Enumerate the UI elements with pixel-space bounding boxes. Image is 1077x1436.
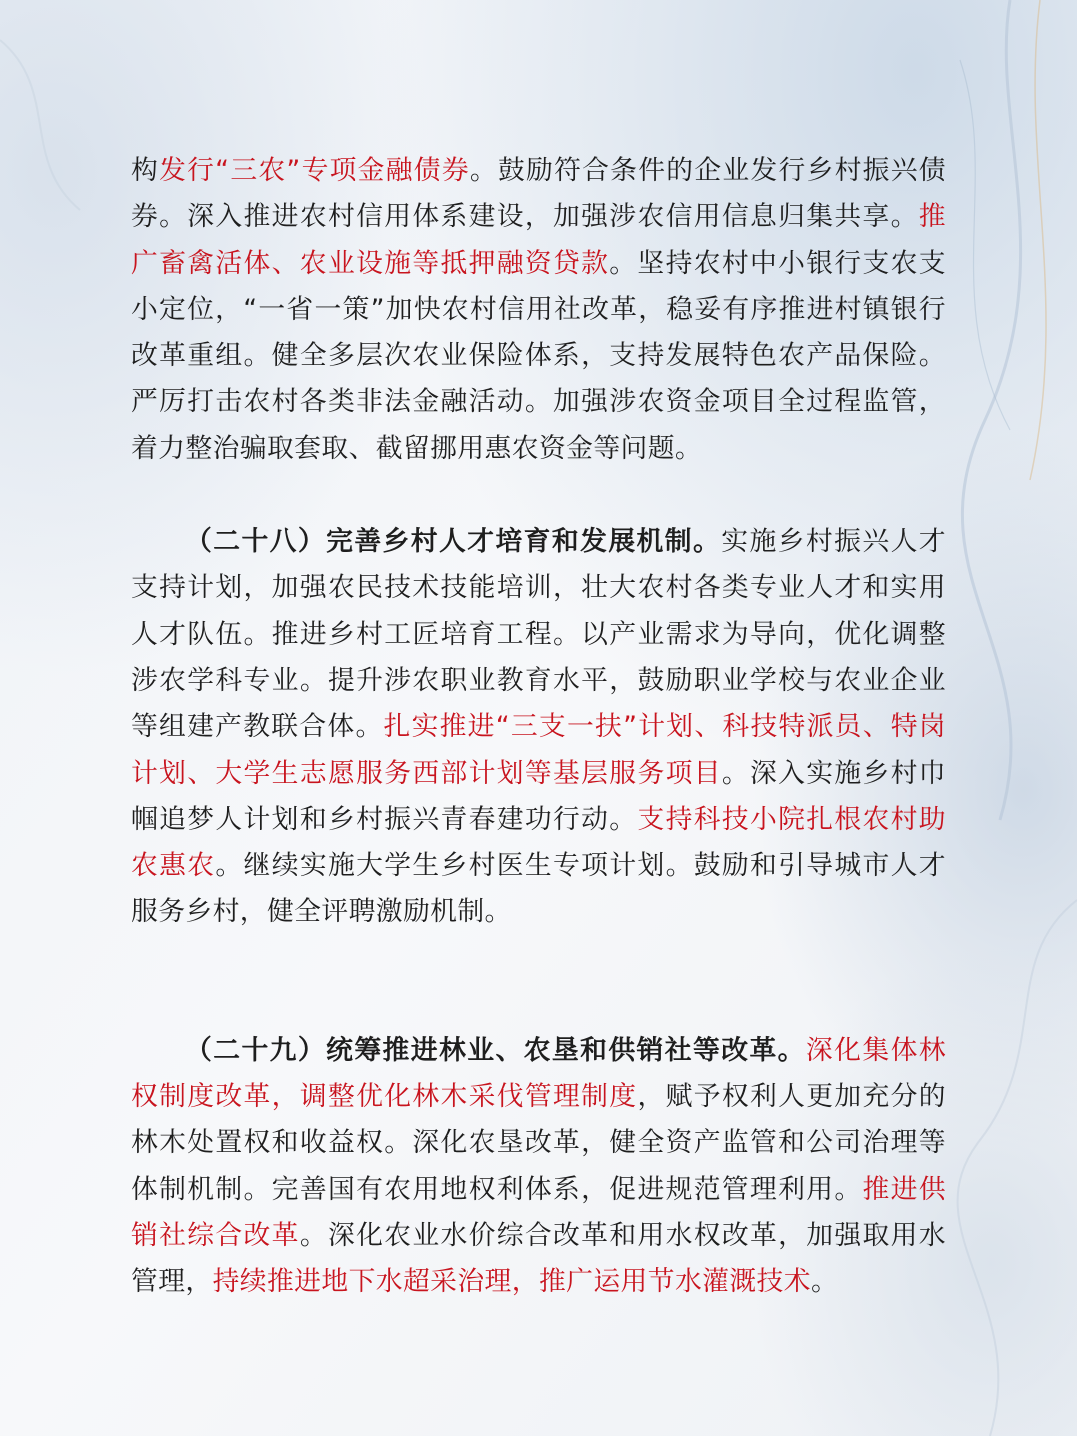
highlighted-text: 发行“三农”专项金融债券 bbox=[159, 155, 470, 186]
section-heading: （二十八）完善乡村人才培育和发展机制。 bbox=[185, 526, 722, 558]
highlighted-text: 扎实推进“三支一扶”计划、科技特派员、特岗计划、大学生志愿服务西部计划等基层服务项目 bbox=[131, 711, 946, 789]
body-text: ，赋予权利人更加充分的林木处置权和收益权。深化农垦改革，健全资产监管和公司治理等体制机制。完善国有农用地权利体系，促进规范管理利用。 bbox=[131, 1081, 947, 1205]
paragraph-1 bbox=[131, 148, 946, 472]
body-text: 构 bbox=[131, 155, 160, 186]
body-text: 。深化农业水价综合改革和用水权改革，加强取用水管理， bbox=[131, 1219, 947, 1298]
document-body bbox=[131, 148, 946, 1306]
body-text: 。继续实施大学生乡村医生专项计划。鼓励和引导城市人才服务乡村，健全评聘激励机制。 bbox=[131, 850, 947, 928]
highlighted-text: 推广畜禽活体、农业设施等抵押融资贷款 bbox=[131, 201, 946, 279]
highlighted-text: 持续推进地下水超采治理，推广运用节水灌溉技术 bbox=[212, 1266, 811, 1298]
body-text: 。深入实施乡村巾帼追梦人计划和乡村振兴青春建功行动。 bbox=[131, 757, 947, 835]
paragraph-3 bbox=[131, 1028, 946, 1306]
paragraph-2 bbox=[131, 519, 946, 936]
highlighted-text: 深化集体林权制度改革，调整优化林木采伐管理制度 bbox=[131, 1034, 946, 1113]
section-heading: （二十九）统筹推进林业、农垦和供销社等改革。 bbox=[185, 1034, 806, 1066]
body-text: 实施乡村振兴人才支持计划，加强农民技术技能培训，壮大农村各类专业人才和实用人才队伍。推进乡村工匠培育工程。以产业需求为导向，优化调整涉农学科专业。提升涉农职业教育水平，鼓励职业学校与农业企业等组建产教联合体。 bbox=[131, 526, 946, 743]
body-text: 。 bbox=[810, 1266, 839, 1298]
highlighted-text: 推进供销社综合改革 bbox=[131, 1173, 946, 1251]
highlighted-text: 支持科技小院扎根农村助农惠农 bbox=[131, 803, 947, 882]
body-text: 。鼓励符合条件的企业发行乡村振兴债券。深入推进农村信用体系建设，加强涉农信用信息归集共享。 bbox=[131, 155, 946, 233]
body-text: 。坚持农村中小银行支农支小定位，“一省一策”加快农村信用社改革，稳妥有序推进村镇银行改革重组。健全多层次农业保险体系，支持发展特色农产品保险。严厉打击农村各类非法金融活动。加强涉农资金项目全过程监管，着力整治骗取套取、截留挪用惠农资金等问题。 bbox=[131, 247, 946, 464]
